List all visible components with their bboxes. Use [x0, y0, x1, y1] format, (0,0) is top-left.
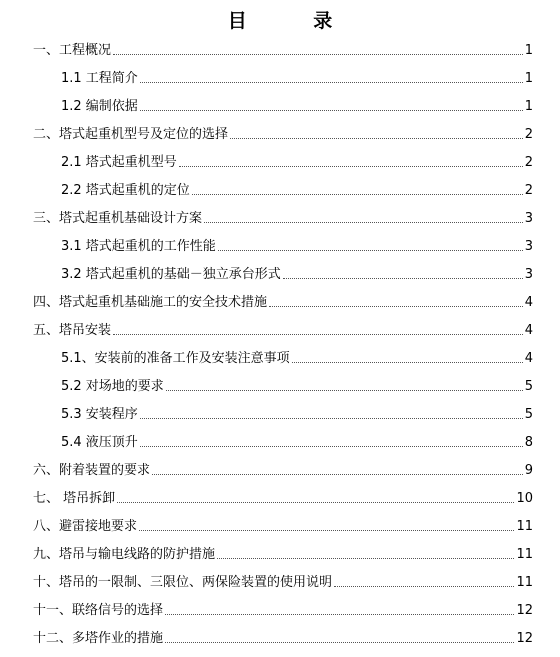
toc-entry[interactable]	[33, 38, 533, 60]
toc-entry[interactable]	[61, 94, 533, 116]
toc-entry-page-number: 3	[524, 239, 533, 254]
toc-entry[interactable]	[61, 234, 533, 256]
toc-entry-page-number: 12	[516, 603, 533, 618]
toc-entry[interactable]	[33, 542, 533, 564]
toc-entry-text: 2.2 塔式起重机的定位	[61, 183, 190, 198]
toc-entry-page-number: 2	[524, 127, 533, 142]
toc-entry-text: 三、塔式起重机基础设计方案	[33, 211, 203, 226]
toc-entry-text: 5.2 对场地的要求	[61, 379, 164, 394]
toc-entry[interactable]	[61, 178, 533, 200]
toc-entry-page-number: 5	[524, 379, 533, 394]
toc-entry-text: 八、避雷接地要求	[33, 519, 138, 534]
toc-entry-text: 九、塔吊与输电线路的防护措施	[33, 547, 216, 562]
toc-leader-dots	[139, 529, 514, 531]
toc-entry-page-number: 11	[516, 547, 533, 562]
toc-entry-text: 一、工程概况	[33, 43, 112, 58]
toc-entry-page-number: 11	[516, 575, 533, 590]
toc-entry-page-number: 10	[516, 491, 533, 506]
toc-leader-dots	[292, 361, 523, 363]
toc-leader-dots	[140, 81, 523, 83]
toc-entry[interactable]	[33, 290, 533, 312]
toc-entry-text: 2.1 塔式起重机型号	[61, 155, 177, 170]
toc-entry-text: 1.2 编制依据	[61, 99, 138, 114]
toc-entry-page-number: 9	[524, 463, 533, 478]
toc-entry-text: 五、塔吊安装	[33, 323, 112, 338]
toc-entry-page-number: 5	[524, 407, 533, 422]
toc-entry[interactable]	[33, 570, 533, 592]
toc-title: 目 录	[227, 10, 363, 32]
toc-entry-text: 十一、联络信号的选择	[33, 603, 164, 618]
toc-entry[interactable]	[33, 514, 533, 536]
toc-entry-page-number: 2	[524, 155, 533, 170]
toc-leader-dots	[152, 473, 523, 475]
toc-entry-text: 5.3 安装程序	[61, 407, 138, 422]
toc-leader-dots	[140, 417, 523, 419]
toc-leader-dots	[140, 445, 523, 447]
toc-leader-dots	[217, 557, 514, 559]
toc-entry-page-number: 4	[524, 295, 533, 310]
toc-leader-dots	[334, 585, 514, 587]
toc-leader-dots	[269, 305, 523, 307]
toc-leader-dots	[165, 641, 514, 643]
toc-leader-dots	[230, 137, 523, 139]
toc-entry[interactable]	[33, 598, 533, 620]
toc-entry-page-number: 1	[524, 71, 533, 86]
toc-entry-text: 二、塔式起重机型号及定位的选择	[33, 127, 229, 142]
toc-entry-text: 1.1 工程简介	[61, 71, 138, 86]
toc-leader-dots	[113, 53, 523, 55]
toc-entry[interactable]	[61, 262, 533, 284]
toc-entry[interactable]	[61, 430, 533, 452]
toc-leader-dots	[283, 277, 523, 279]
toc-entry-page-number: 2	[524, 183, 533, 198]
toc-entry-text: 3.2 塔式起重机的基础－独立承台形式	[61, 267, 281, 282]
toc-entry-page-number: 12	[516, 631, 533, 646]
toc-entry-page-number: 3	[524, 267, 533, 282]
toc-entry-page-number: 4	[524, 351, 533, 366]
toc-leader-dots	[204, 221, 523, 223]
toc-entry-text: 3.1 塔式起重机的工作性能	[61, 239, 216, 254]
toc-entry[interactable]	[33, 318, 533, 340]
toc-entry-page-number: 11	[516, 519, 533, 534]
toc-leader-dots	[165, 613, 514, 615]
toc-leader-dots	[192, 193, 523, 195]
toc-entry[interactable]	[61, 374, 533, 396]
toc-leader-dots	[117, 501, 514, 503]
toc-leader-dots	[166, 389, 523, 391]
toc-entry[interactable]	[61, 346, 533, 368]
toc-entry-page-number: 4	[524, 323, 533, 338]
toc-leader-dots	[179, 165, 523, 167]
toc-entry-text: 十、塔吊的一限制、三限位、两保险装置的使用说明	[33, 575, 333, 590]
toc-entry[interactable]	[33, 626, 533, 648]
toc-entry-text: 5.1、安装前的准备工作及安装注意事项	[61, 351, 290, 366]
toc-entry[interactable]	[61, 66, 533, 88]
toc-entry-text: 六、附着装置的要求	[33, 463, 151, 478]
toc-leader-dots	[218, 249, 523, 251]
toc-entry[interactable]	[61, 402, 533, 424]
toc-entry[interactable]	[33, 458, 533, 480]
toc-entry-page-number: 3	[524, 211, 533, 226]
toc-entry[interactable]	[33, 206, 533, 228]
toc-entry-text: 5.4 液压顶升	[61, 435, 138, 450]
toc-entry-text: 七、 塔吊拆卸	[33, 491, 116, 506]
toc-entry-text: 四、塔式起重机基础施工的安全技术措施	[33, 295, 268, 310]
toc-entry-page-number: 1	[524, 43, 533, 58]
toc-entry[interactable]	[33, 122, 533, 144]
toc-entry[interactable]	[61, 150, 533, 172]
toc-leader-dots	[113, 333, 523, 335]
toc-entry-page-number: 1	[524, 99, 533, 114]
toc-entry-page-number: 8	[524, 435, 533, 450]
toc-leader-dots	[140, 109, 523, 111]
toc-entry-text: 十二、多塔作业的措施	[33, 631, 164, 646]
toc-entry[interactable]	[33, 486, 533, 508]
